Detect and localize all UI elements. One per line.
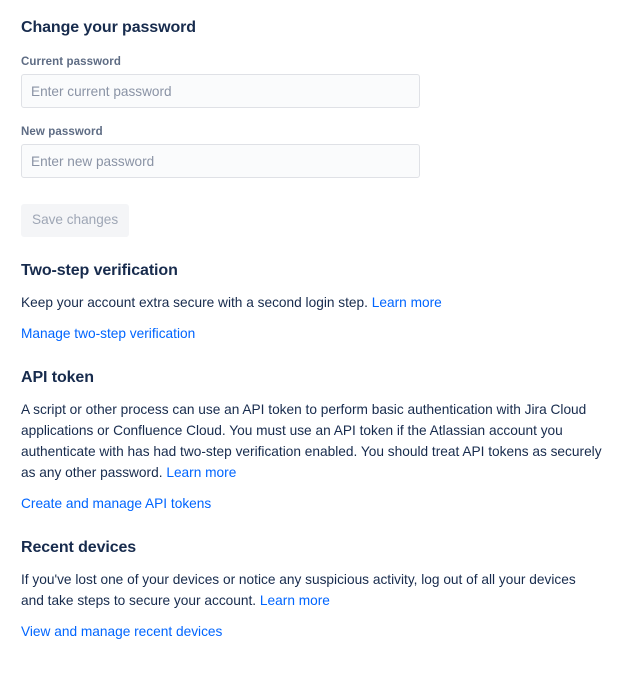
two-step-verification-section [21, 261, 603, 344]
recent-devices-description [21, 569, 602, 611]
current-password-input[interactable] [21, 74, 420, 108]
current-password-field [21, 55, 603, 108]
change-password-section [21, 18, 603, 237]
view-manage-recent-devices-link[interactable]: View and manage recent devices [21, 624, 223, 639]
two-step-verification-description [21, 292, 602, 313]
save-button-row [21, 204, 603, 237]
two-step-learn-more-link[interactable]: Learn more [371, 295, 442, 310]
create-manage-api-tokens-link[interactable]: Create and manage API tokens [21, 496, 212, 511]
current-password-label: Current password [21, 56, 122, 68]
api-token-section [21, 368, 603, 514]
recent-devices-title: Recent devices [21, 539, 137, 556]
save-changes-button[interactable]: Save changes [21, 204, 129, 237]
manage-two-step-verification-link[interactable]: Manage two-step verification [21, 326, 196, 341]
recent-devices-description-text: If you've lost one of your devices or notice any suspicious activity, log out of all your devices and take steps to secure your account. [21, 572, 576, 608]
new-password-field [21, 125, 603, 178]
api-token-description-text: A script or other process can use an API token to perform basic authentication with Jira Cloud applications or Confluence Cloud. You must use an API token if the Atlassian account you authenticate with has had two-step verification enabled. You should treat API tokens as securely as any other password. [21, 402, 602, 480]
api-token-description [21, 399, 602, 483]
recent-devices-section [21, 538, 603, 642]
recent-devices-learn-more-link[interactable]: Learn more [259, 593, 330, 608]
new-password-input[interactable] [21, 144, 420, 178]
api-token-learn-more-link[interactable]: Learn more [166, 465, 237, 480]
change-password-title: Change your password [21, 19, 196, 36]
two-step-verification-title: Two-step verification [21, 262, 178, 279]
new-password-label: New password [21, 126, 103, 138]
api-token-title: API token [21, 369, 94, 386]
two-step-description-text: Keep your account extra secure with a second login step. [21, 295, 368, 310]
